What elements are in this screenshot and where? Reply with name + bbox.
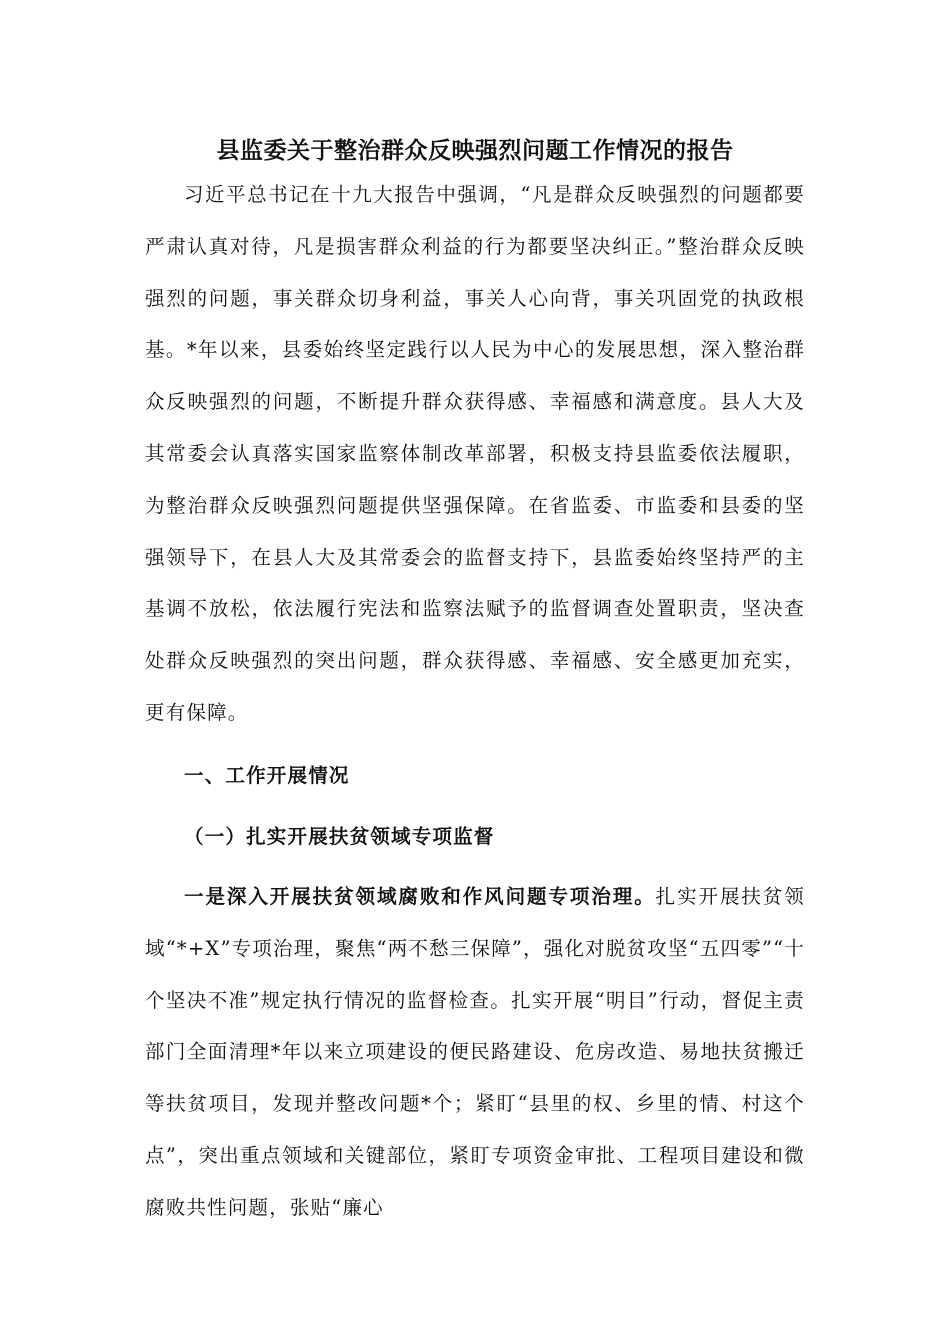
section-heading: 一、工作开展情况 (184, 764, 350, 787)
item-paragraph (145, 871, 805, 1234)
intro-paragraph: 习近平总书记在十九大报告中强调，“凡是群众反映强烈的问题都要严肃认真对待，凡是损害群众利益的行为都要坚决纠正。”整治群众反映强烈的问题，事关群众切身利益，事关人心向背，事关巩固党的执政根基。*年以来，县委始终坚定践行以人民为中心的发展思想，深入整治群众反映强烈的问题，不断提升群众获得感、幸福感和满意度。县人大及其常委会认真落实国家监察体制改革部署，积极支持县监委依法履职，为整治群众反映强烈问题提供坚强保障。在省监委、市监委和县委的坚强领导下，在县人大及其常委会的监督支持下，县监委始终坚持严的主基调不放松，依法履行宪法和监察法赋予的监督调查处置职责，坚决查处群众反映强烈的突出问题，群众获得感、幸福感、安全感更加充实，更有保障。 (145, 183, 805, 724)
subsection-heading: （一）扎实开展扶贫领域专项监督 (184, 825, 495, 848)
item-body: 扎实开展扶贫领域“*+X”专项治理，聚焦“两不愁三保障”，强化对脱贫攻坚“五四零”“十个坚决不准”规定执行情况的监督检查。扎实开展“明目”行动，督促主责部门全面清理*年以来立项建设的便民路建设、危房改造、易地扶贫搬迁等扶贫项目，发现并整改问题*个；紧盯“县里的权、乡里的情、村这个点”，突出重点领域和关键部位，紧盯专项资金审批、工程项目建设和微腐败共性问题，张贴“廉心 (145, 885, 805, 1219)
document-title: 县监委关于整治群众反映强烈问题工作情况的报告 (216, 137, 734, 164)
item-lead: 一是深入开展扶贫领域腐败和作风问题专项治理。 (184, 885, 656, 908)
